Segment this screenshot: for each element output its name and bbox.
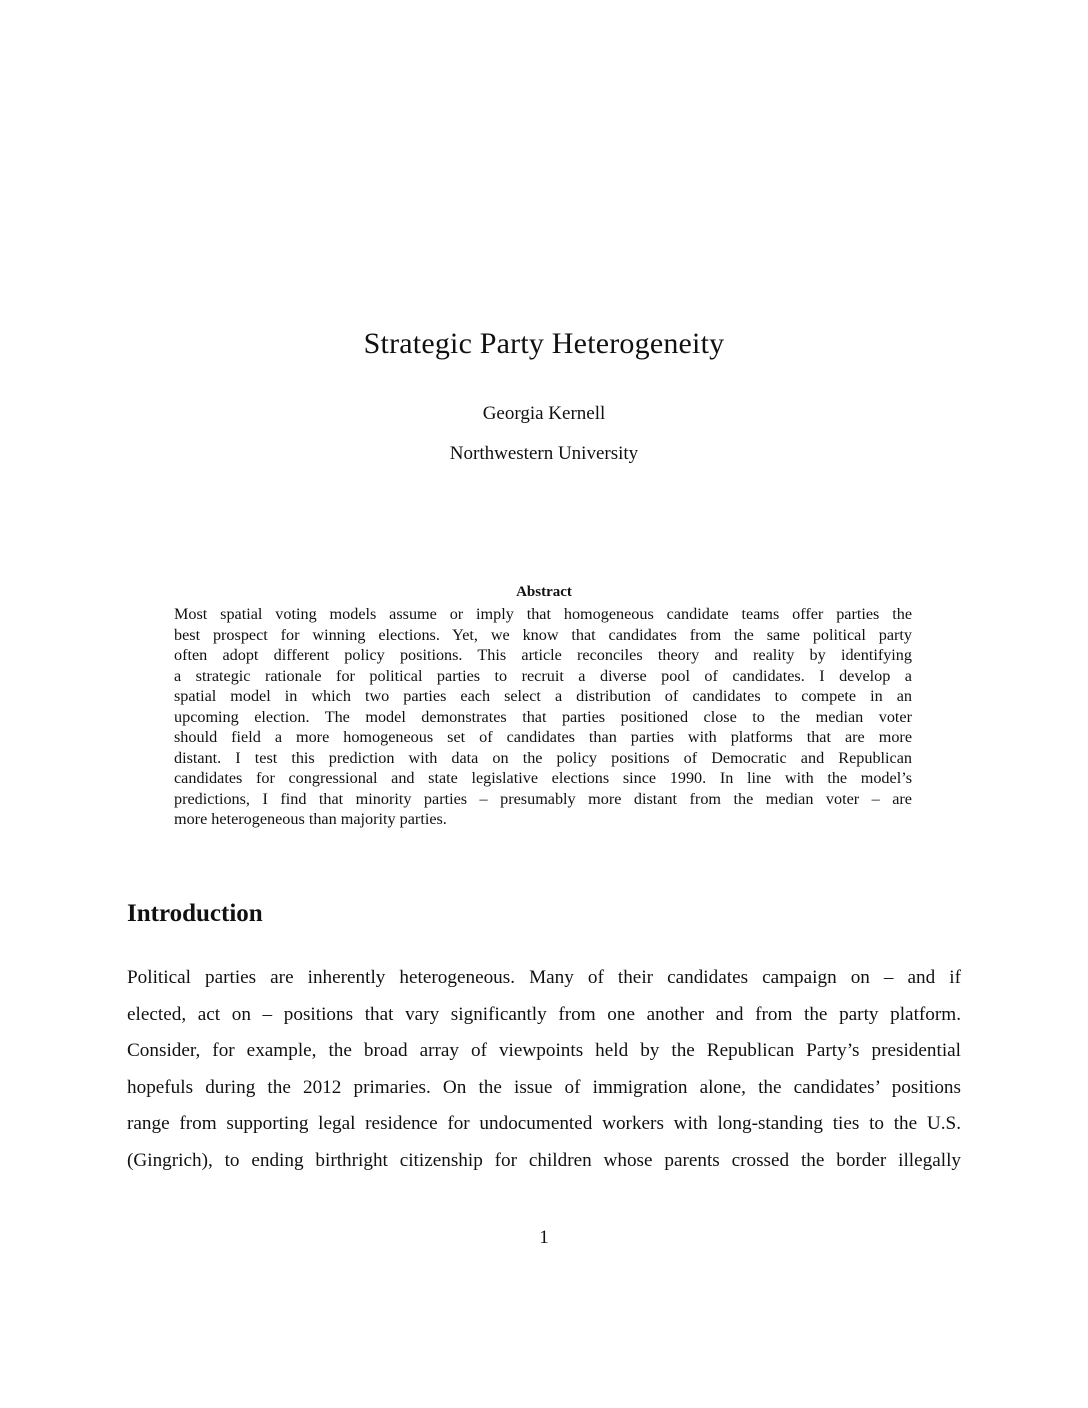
introduction-body	[127, 960, 961, 1180]
abstract-heading: Abstract	[516, 584, 572, 600]
paper-title: Strategic Party Heterogeneity	[363, 327, 725, 360]
abstract-body	[174, 604, 912, 830]
author-affiliation: Northwestern University	[449, 443, 639, 464]
abstract-line: Most spatial voting models assume or imply that homogeneous candidate teams offer parties the	[174, 605, 912, 623]
body-line: hopefuls during the 2012 primaries. On the issue of immigration alone, the candidates’ positions	[127, 1076, 961, 1098]
abstract-line: distant. I test this prediction with data on the policy positions of Democratic and Republican	[174, 748, 912, 767]
abstract-line: more heterogeneous than majority parties.	[174, 810, 447, 828]
abstract-line: often adopt different policy positions. This article reconciles theory and reality by identifying	[174, 646, 912, 664]
abstract-line: candidates for congressional and state legislative elections since 1990. In line with the model’s	[174, 769, 912, 787]
body-line: (Gingrich), to ending birthright citizenship for children whose parents crossed the border illegally	[127, 1149, 961, 1171]
abstract-line: upcoming election. The model demonstrates that parties positioned close to the median voter	[174, 707, 912, 726]
abstract-line: spatial model in which two parties each select a distribution of candidates to compete in an	[174, 687, 912, 705]
body-line: range from supporting legal residence for undocumented workers with long-standing ties to the U.S.	[127, 1113, 961, 1135]
abstract-line: a strategic rationale for political parties to recruit a diverse pool of candidates. I develop a	[174, 666, 912, 685]
abstract-line: best prospect for winning elections. Yet, we know that candidates from the same political party	[174, 625, 912, 644]
body-line: elected, act on – positions that vary significantly from one another and from the party platform.	[127, 1003, 961, 1025]
page-number: 1	[539, 1227, 549, 1248]
abstract-line: predictions, I find that minority parties – presumably more distant from the median voter – are	[174, 789, 912, 808]
section-heading-introduction: Introduction	[127, 900, 263, 927]
body-line: Consider, for example, the broad array of viewpoints held by the Republican Party’s presidential	[127, 1040, 961, 1062]
body-line: Political parties are inherently heterogeneous. Many of their candidates campaign on – and if	[127, 967, 961, 988]
abstract-line: should field a more homogeneous set of candidates than parties with platforms that are more	[174, 728, 912, 746]
author-name: Georgia Kernell	[482, 403, 606, 424]
